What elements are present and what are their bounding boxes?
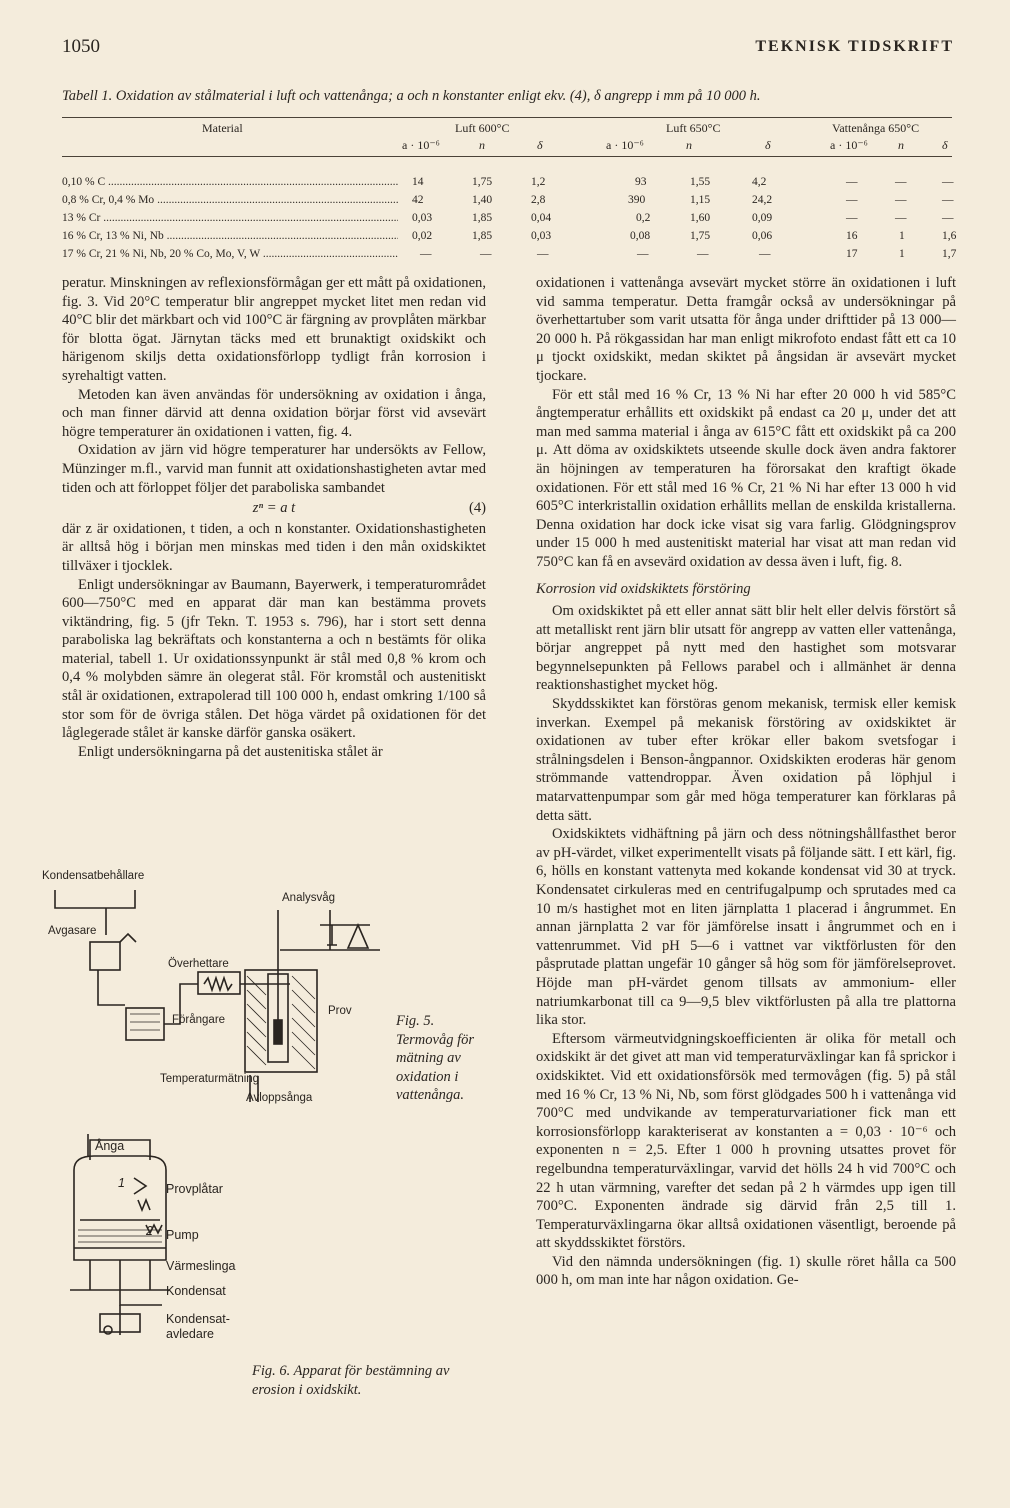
table-cell: 17: [846, 248, 858, 260]
paragraph: Enligt undersökningar av Baumann, Bayerwerk, i temperaturområdet 600—750°C med en apparat där man kan bestämma provets viktändring, fig. 5 (jfr Tekn. T. 1953 s. 796), har i stort sett denna paraboliska lag bekräftats och konstanterna a och n bestämts för olika material, tabell 1. Ur oxidationssynpunkt är stål med 0,8 % krom och 0,4 % molybden sämre än olegerat stål. För kromstål och austenitiskt stål är oxidationen, extrapolerad till 100 000 h, endast omkring 1/100 så stor som för de övriga stålen. Det höga värdet på oxidationen för det låglegerade stålet är kanske därför ganska osäkert.: [62, 576, 486, 742]
table-cell: 0,09: [752, 212, 773, 224]
subheader: n: [686, 138, 692, 152]
table-cell: 16: [846, 230, 858, 242]
equation-text: zⁿ = a t: [252, 500, 296, 517]
equation-number: (4): [468, 500, 486, 517]
table-row-material: 17 % Cr, 21 % Ni, Nb, 20 % Co, Mo, V, W .....: [62, 248, 398, 260]
table-cell: 1,7: [942, 248, 957, 260]
table-cell: —: [759, 248, 771, 260]
table-cell: 1,2: [531, 176, 546, 188]
table-cell: 1,15: [690, 194, 711, 206]
fig5-label: Prov: [328, 1005, 352, 1017]
vessel-shape: [74, 1156, 166, 1260]
table-cell: 0,04: [531, 212, 552, 224]
fig6-label: Kondensat-: [166, 1312, 230, 1326]
table-row-material: 13 % Cr .....: [62, 212, 398, 224]
table-cell: —: [942, 176, 954, 188]
subheader: n: [898, 138, 904, 152]
fig6-label: avledare: [166, 1327, 214, 1341]
table-cell: 1,85: [472, 230, 493, 242]
table-cell: 0,2: [636, 212, 651, 224]
fig6-plate-number: 2: [146, 1224, 153, 1238]
paragraph: peratur. Minskningen av reflexionsförmågan ger ett mått på oxidationen, fig. 3. Vid 20°C temperatur blir angreppet mycket litet men redan vid 40°C blir det märkbart och vid 100°C är färgning av provplåten märkbar för blotta ögat. Järnytan täcks med ett brunaktigt oxidskikt och härigenom skiljs detta oxidationsförlopp tydligt från korrosion i syrehaltigt vatten.: [62, 275, 486, 384]
table-cell: 1,40: [472, 194, 493, 206]
table-cell: 0,03: [412, 212, 433, 224]
table-cell: 1: [899, 230, 905, 242]
table-cell: 4,2: [752, 176, 767, 188]
fig6-caption: Fig. 6. Apparat för bestämning av erosion i oxidskikt.: [252, 1363, 450, 1398]
fig5-caption: Fig. 5. Termovåg för mätning av oxidation i vattenånga.: [396, 1013, 475, 1103]
fig5-label: Temperaturmätning: [160, 1073, 260, 1085]
paragraph: oxidationen i vattenånga avsevärt mycket större än oxidationen i luft vid samma temperatur. Detta framgår också av undersökningar på överhettartuber som varit utsatta för ånga under drifttider på 13 000—20 000 h. På rökgassidan har man enligt mikrofoto endast fått ett ca 10 μ tjockt oxidskikt, medan skiktet på ångsidan är avsevärt mycket tjockare.: [536, 275, 956, 384]
paragraph: Metoden kan även användas för undersökning av oxidation i ånga, och man finner därvid att denna oxidation börjar först vid avsevärt högre temperaturer än oxidationen i vatten, fig. 4.: [62, 386, 486, 440]
subheader: δ: [537, 138, 543, 152]
table-cell: —: [895, 194, 907, 206]
section-heading: Korrosion vid oxidskiktets förstöring: [536, 580, 751, 597]
fig6-label: Kondensat: [166, 1284, 226, 1298]
equation: [62, 499, 486, 518]
table-cell: 1: [899, 248, 905, 260]
fig5-label: Analysvåg: [282, 892, 336, 904]
table-cell: 42: [412, 194, 424, 206]
table-cell: 0,02: [412, 230, 433, 242]
table-top-rule: [62, 117, 952, 118]
table-cell: —: [846, 176, 858, 188]
right-column: [536, 274, 956, 1290]
paragraph: Oxidskiktets vidhäftning på järn och dess nötningshållfasthet beror av pH-värdet, vilket experimentellt visats på följande sätt. I ett kärl, fig. 6, hölls en konstant vattenyta med kokande kondensat vid 30 at tryck. Kondensatet cirkuleras med en centrifugalpump och sprutades med ca 10 m/s hastighet mot en liten järnplatta 1 placerad i ångrummet. En annan järnplatta 2 var för jämförelse insatt i ångrummet och en i vattenrummet. Vid pH 5—6 i vattnet var viktförlusten för den påsprutade plattan ungefär 10 gånger så hög som för jämförelseprovet. Höjde man pH-värdet genom tillsats av ammonium- eller natriumkarbonat till ca 9—9,5 blev viktförlusten på alla tre plattorna lika stor.: [536, 826, 956, 1029]
left-column: [62, 274, 486, 761]
page-number: 1050: [62, 36, 100, 57]
table-cell: 0,03: [531, 230, 552, 242]
table-cell: —: [480, 248, 492, 260]
paragraph: Skyddsskiktet kan förstöras genom mekanisk, termisk eller kemisk inverkan. Exempel på mekanisk förstöring av oxidskiktet är oxidationen av tuber efter krökar eller bakom svetsfogar i strålningsdelen i Benson-ångpannor. Oxidskikten eroderas här genom strömmande vattendroppar. Även oxidation på löphjul i matarvattenpumpar som går med höga temperaturer kan förklaras på detta sätt.: [536, 696, 956, 824]
paragraph: För ett stål med 16 % Cr, 13 % Ni har efter 20 000 h vid 585°C ångtemperatur erhållits ett oxidskikt på endast ca 20 μ, under det att man med samma material i ånga av 615°C fått ett oxidskikt på ca 200 μ. Att döma av oxidskiktets utseende skulle dock även andra faktorer än höjningen av temperaturen ha förorsakat den kraftigt ökade oxidationen. För ett stål med 16 % Cr, 21 % Ni har efter 13 000 h vid 605°C interkristallin oxidation erhållits mellan de enskilda kristallerna. Denna oxidation har dock icke visat sig vara farlig. Glödgningsprov under 15 000 h med austenitiskt material har visat att man redan vid 750°C kan få en avsevärd oxidation av dessa även i luft, fig. 8.: [536, 386, 956, 570]
table-cell: —: [942, 194, 954, 206]
table-cell: 1,60: [690, 212, 711, 224]
table-row-material: 0,8 % Cr, 0,4 % Mo .....: [62, 194, 398, 206]
journal-title: TEKNISK TIDSKRIFT: [755, 38, 954, 55]
table-row-material: 16 % Cr, 13 % Ni, Nb .....: [62, 230, 398, 242]
sample-shape: [274, 1020, 282, 1044]
table-cell: 1,6: [942, 230, 957, 242]
fig6-label: Ånga: [95, 1139, 125, 1153]
subheader: a · 10⁻⁶: [830, 138, 868, 152]
table-cell: 0,08: [630, 230, 651, 242]
subheader: n: [479, 138, 485, 152]
table-cell: —: [637, 248, 649, 260]
paragraph: där z är oxidationen, t tiden, a och n konstanter. Oxidationshastigheten är alltså hög i början men minskas med tiden i den mån oxidskiktet tillväxer i tjocklek.: [62, 520, 486, 574]
table-cell: —: [942, 212, 954, 224]
fig5-label: Avgasare: [48, 925, 97, 937]
table-cell: —: [895, 212, 907, 224]
table-header-rule: [62, 156, 952, 157]
fig5-diagram: [40, 880, 390, 1105]
table-cell: 1,55: [690, 176, 711, 188]
paragraph: Oxidation av järn vid högre temperaturer har undersökts av Fellow, Münzinger m.fl., varvid man funnit att oxidationshastigheten avtar med tiden och att förloppet följer det paraboliska sambandet: [62, 442, 486, 496]
table-cell: 24,2: [752, 194, 773, 206]
fig6-label: Värmeslinga: [166, 1259, 236, 1273]
paragraph: Om oxidskiktet på ett eller annat sätt blir helt eller delvis förstört så att metalliskt rent järn blir utsatt för angrepp av vatten eller vattenånga, börjar angreppet på nytt med den hastighet som motsvarar begynnelsepunkten på Fellows parabel och i allmänhet är denna reaktionshastighet mycket hög.: [536, 603, 956, 694]
table-cell: —: [846, 212, 858, 224]
table-cell: 0,06: [752, 230, 773, 242]
table-cell: —: [697, 248, 709, 260]
paragraph: Vid den nämnda undersökningen (fig. 1) skulle röret hålla ca 500 000 h, om man inte har någon oxidation. Ge-: [536, 1253, 956, 1289]
header-vattenanga-650: Vattenånga 650°C: [832, 121, 920, 135]
fig6-label: Pump: [166, 1228, 199, 1242]
fig5-label: Överhettare: [168, 958, 229, 970]
table-cell: 390: [628, 194, 646, 206]
condensate-tank-shape: [55, 890, 135, 908]
header-luft-650: Luft 650°C: [666, 121, 721, 135]
subheader: a · 10⁻⁶: [402, 138, 440, 152]
table-cell: 14: [412, 176, 424, 188]
table-cell: —: [537, 248, 549, 260]
fig5-label: Förångare: [172, 1014, 226, 1026]
page-header: [62, 36, 954, 60]
subheader: δ: [765, 138, 771, 152]
fig6-diagram: [60, 1130, 260, 1350]
table-cell: —: [420, 248, 432, 260]
header-luft-600: Luft 600°C: [455, 121, 510, 135]
fig5-label: Avloppsånga: [246, 1092, 313, 1104]
header-material: Material: [202, 121, 243, 135]
table-caption: Tabell 1. Oxidation av stålmaterial i luft och vattenånga; a och n konstanter enligt ekv. (4), δ angrepp i mm på 10 000 h.: [62, 88, 761, 104]
table-cell: 1,85: [472, 212, 493, 224]
table-cell: 1,75: [690, 230, 711, 242]
subheader: a · 10⁻⁶: [606, 138, 644, 152]
paragraph: Eftersom värmeutvidgningskoefficienten är olika för metall och oxidskikt är det givet att man vid temperaturväxlingar kan få sprickor i oxidskiktet. Vid ett oxidationsförsök med termovågen (fig. 5) på stål med 16 % Cr, 13 % Ni, Nb, som först glödgades 500 h i vattenånga vid 700°C med undvikande av temperaturvariationer fick man ett korrosionsförlopp karakteriserat av konstanten a = 0,03 · 10⁻⁶ och exponenten n = 2,5. Efter 1 000 h provning utsattes provet för regelbundna temperaturväxlingar, varvid det hölls 24 h vid 700°C och 22 h utan värmning, varefter det sedan på 2 h värmdes upp igen till 700°C. Exponenten ändrade sig därvid från 2,5 till 1. Temperaturväxlingarna ökar alltså oxidationen väsentligt, beroende på att skyddsskiktet förstörs.: [536, 1030, 956, 1252]
fig6-plate-number: 1: [118, 1176, 125, 1190]
subheader: δ: [942, 138, 948, 152]
fig6-label: Provplåtar: [166, 1182, 223, 1196]
table-row-material: 0,10 % C .....: [62, 176, 398, 188]
table-cell: 1,75: [472, 176, 493, 188]
table-cell: —: [846, 194, 858, 206]
table-cell: —: [895, 176, 907, 188]
table-cell: 2,8: [531, 194, 546, 206]
table-cell: 93: [635, 176, 647, 188]
fig5-label: Kondensatbehållare: [42, 870, 145, 882]
paragraph: Enligt undersökningarna på det austenitiska stålet är: [78, 743, 383, 760]
evaporator-shape: [126, 1008, 164, 1040]
deaerator-shape: [90, 942, 120, 970]
